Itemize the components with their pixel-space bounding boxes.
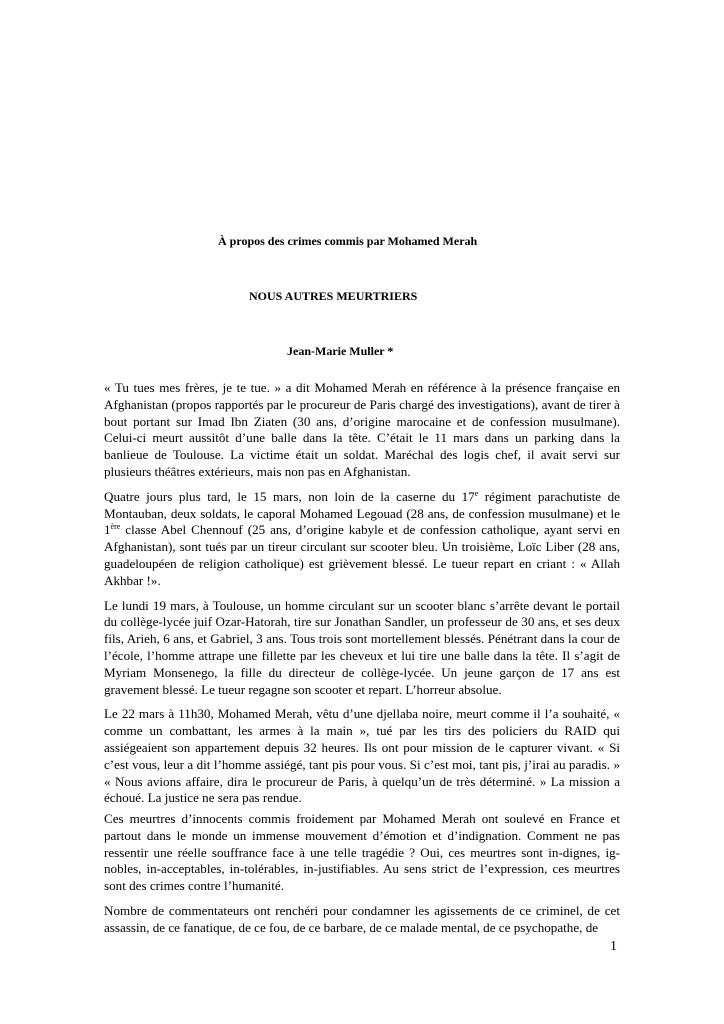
paragraph-1: « Tu tues mes frères, je te tue. » a dit Mohamed Merah en référence à la présence française en Afghanistan (propos rapportés par le procureur de Paris chargé des investigations), avant de tirer à bout portant sur Imad Ibn Ziaten (30 ans, d’origine marocaine et de confession musulmane). Celui-ci meurt aussitôt d’une balle dans la tête. C’était le 11 mars dans un parking dans la banlieue de Toulouse. La victime était un soldat. Maréchal des logis chef, il avait servi sur plusieurs théâtres extérieurs, mais non pas en Afghanistan. xyxy=(104,380,620,479)
paragraph-2: Quatre jours plus tard, le 15 mars, non loin de la caserne du 17e régiment parachutiste de Montauban, deux soldats, le caporal Mohamed Legouad (28 ans, de confession musulmane) et le 1ère classe Abel Chennouf (25 ans, d’origine kabyle et de confession catholique, ayant servi en Afghanistan), sont tués par un tireur circulant sur scooter bleu. Un troisième, Loïc Liber (28 ans, guadeloupéen de religion catholique) est grièvement blessé. Le tueur repart en criant : « Allah Akhbar !». xyxy=(104,488,620,588)
article-body-part-2 xyxy=(104,811,620,945)
article-author: Jean-Marie Muller * xyxy=(287,344,394,358)
article-kicker: À propos des crimes commis par Mohamed Merah xyxy=(218,234,478,248)
page-number: 1 xyxy=(610,939,617,954)
paragraph-6: Nombre de commentateurs ont renchéri pour condamner les agissements de ce criminel, de cet assassin, de ce fanatique, de ce fou, de ce barbare, de ce malade mental, de ce psychopathe, de xyxy=(104,902,620,935)
article-title: NOUS AUTRES MEURTRIERS xyxy=(249,289,418,303)
paragraph-5: Ces meurtres d’innocents commis froidement par Mohamed Merah ont soulevé en France et partout dans le monde un immense mouvement d’émotion et d’indignation. Comment ne pas ressentir une réelle souffrance face à une telle tragédie ? Oui, ces meurtres sont in-dignes, ig-nobles, in-acceptables, in-tolérables, in-justifiables. Au sens strict de l’expression, ces meurtres sont des crimes contre l’humanité. xyxy=(104,811,620,894)
paragraph-3: Le lundi 19 mars, à Toulouse, un homme circulant sur un scooter blanc s’arrête devant le portail du collège-lycée juif Ozar-Hatorah, tire sur Jonathan Sandler, un professeur de 30 ans, et ses deux fils, Arieh, 6 ans, et Gabriel, 3 ans. Tous trois sont mortellement blessés. Pénétrant dans la cour de l’école, l’homme attrape une fillette par les cheveux et lui tire une balle dans la tête. Il s’agit de Myriam Monsenego, la fille du directeur de collège-lycée. Un jeune garçon de 17 ans est gravement blessé. Le tueur regagne son scooter et repart. L’horreur absolue. xyxy=(104,597,620,697)
article-body-part-1 xyxy=(104,380,620,815)
paragraph-4: Le 22 mars à 11h30, Mohamed Merah, vêtu d’une djellaba noire, meurt comme il l’a souhaité, « comme un combattant, les armes à la main », tué par les tirs des policiers du RAID qui assiégeaient son appartement depuis 32 heures. Ils ont pour mission de le capturer vivant. « Si c’est vous, leur a dit l’homme assiégé, tant pis pour vous. Si c’est moi, tant pis, j’irai au paradis. » « Nous avions affaire, dira le procureur de Paris, à quelqu’un de très déterminé. » La mission a échoué. La justice ne sera pas rendue. xyxy=(104,706,620,806)
